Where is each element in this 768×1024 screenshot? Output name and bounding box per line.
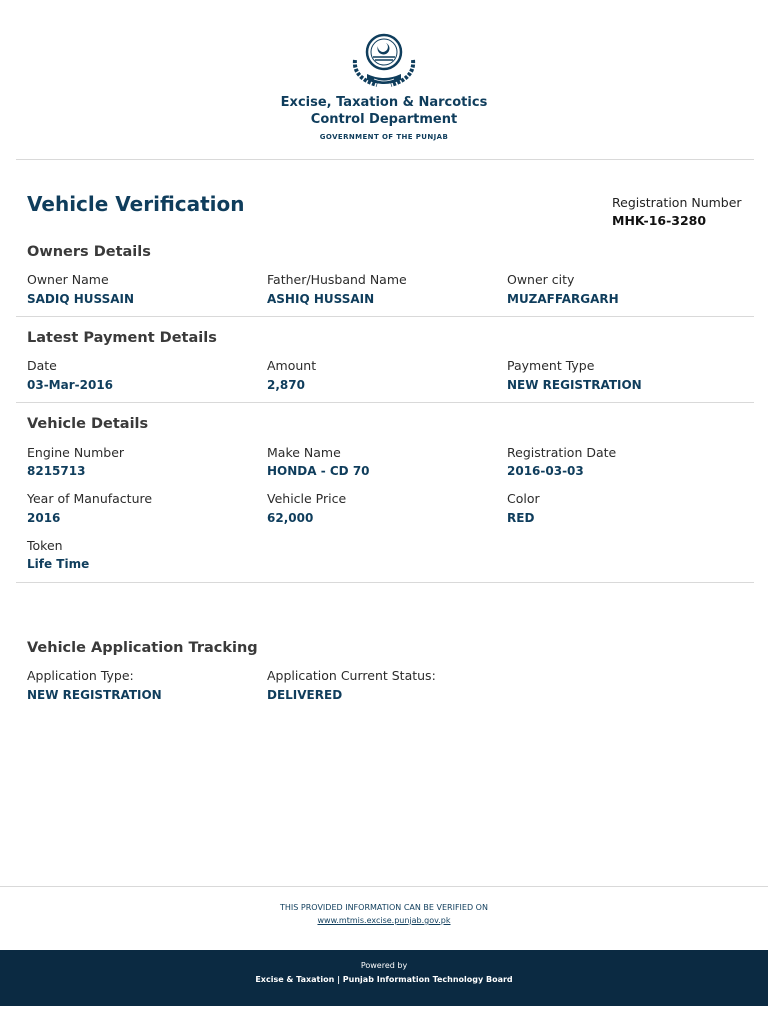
owner-name-label: Owner Name xyxy=(27,272,109,287)
application-status-label: Application Current Status: xyxy=(267,668,436,683)
owner-city-value: MUZAFFARGARH xyxy=(507,292,619,306)
token-value: Life Time xyxy=(27,557,90,571)
owners-divider xyxy=(16,316,754,317)
registration-number-label: Registration Number xyxy=(612,195,742,210)
payment-date-label: Date xyxy=(27,358,57,373)
verify-divider xyxy=(0,886,768,887)
owners-details-heading: Owners Details xyxy=(27,244,151,260)
header-divider xyxy=(16,159,754,160)
engine-number-value: 8215713 xyxy=(27,464,86,478)
vehicle-details-heading: Vehicle Details xyxy=(27,416,149,432)
page-header xyxy=(0,0,768,160)
payment-type-label: Payment Type xyxy=(507,358,595,373)
year-of-manufacture-label: Year of Manufacture xyxy=(27,491,153,506)
color-value: RED xyxy=(507,511,535,525)
government-subtitle: GOVERNMENT OF THE PUNJAB xyxy=(319,133,449,141)
token-label: Token xyxy=(27,538,63,553)
payment-amount-label: Amount xyxy=(267,358,317,373)
vehicle-price-label: Vehicle Price xyxy=(267,491,347,506)
application-type-label: Application Type: xyxy=(27,668,134,683)
registration-date-label: Registration Date xyxy=(507,445,617,460)
father-husband-name-label: Father/Husband Name xyxy=(267,272,407,287)
year-of-manufacture-value: 2016 xyxy=(27,511,61,525)
payment-divider xyxy=(16,402,754,403)
page-title: Vehicle Verification xyxy=(27,192,245,216)
verification-notice xyxy=(0,901,768,927)
make-name-label: Make Name xyxy=(267,445,341,460)
application-status-value: DELIVERED xyxy=(267,688,343,702)
verification-text: THIS PROVIDED INFORMATION CAN BE VERIFIED ON xyxy=(280,903,488,912)
vehicle-divider xyxy=(16,582,754,583)
department-name-line1: Excise, Taxation & Narcotics xyxy=(280,95,488,110)
application-tracking-heading: Vehicle Application Tracking xyxy=(27,640,258,656)
make-name-value: HONDA - CD 70 xyxy=(267,464,370,478)
engine-number-label: Engine Number xyxy=(27,445,125,460)
payment-amount-value: 2,870 xyxy=(267,378,305,392)
application-type-value: NEW REGISTRATION xyxy=(27,688,162,702)
owner-city-label: Owner city xyxy=(507,272,575,287)
color-label: Color xyxy=(507,491,540,506)
page-footer xyxy=(0,950,768,1006)
department-name xyxy=(0,94,768,128)
registration-date-value: 2016-03-03 xyxy=(507,464,584,478)
owner-name-value: SADIQ HUSSAIN xyxy=(27,292,135,306)
father-husband-name-value: ASHIQ HUSSAIN xyxy=(267,292,375,306)
registration-number-value: MHK-16-3280 xyxy=(612,213,707,228)
powered-by-text: Powered by xyxy=(360,961,408,970)
punjab-emblem-logo xyxy=(347,30,421,90)
powered-by-org: Excise & Taxation | Punjab Information Technology Board xyxy=(255,975,513,984)
department-name-line2: Control Department xyxy=(310,112,458,127)
vehicle-price-value: 62,000 xyxy=(267,511,314,525)
payment-type-value: NEW REGISTRATION xyxy=(507,378,642,392)
payment-details-heading: Latest Payment Details xyxy=(27,330,217,346)
payment-date-value: 03-Mar-2016 xyxy=(27,378,114,392)
verification-link[interactable]: www.mtmis.excise.punjab.gov.pk xyxy=(317,916,451,925)
